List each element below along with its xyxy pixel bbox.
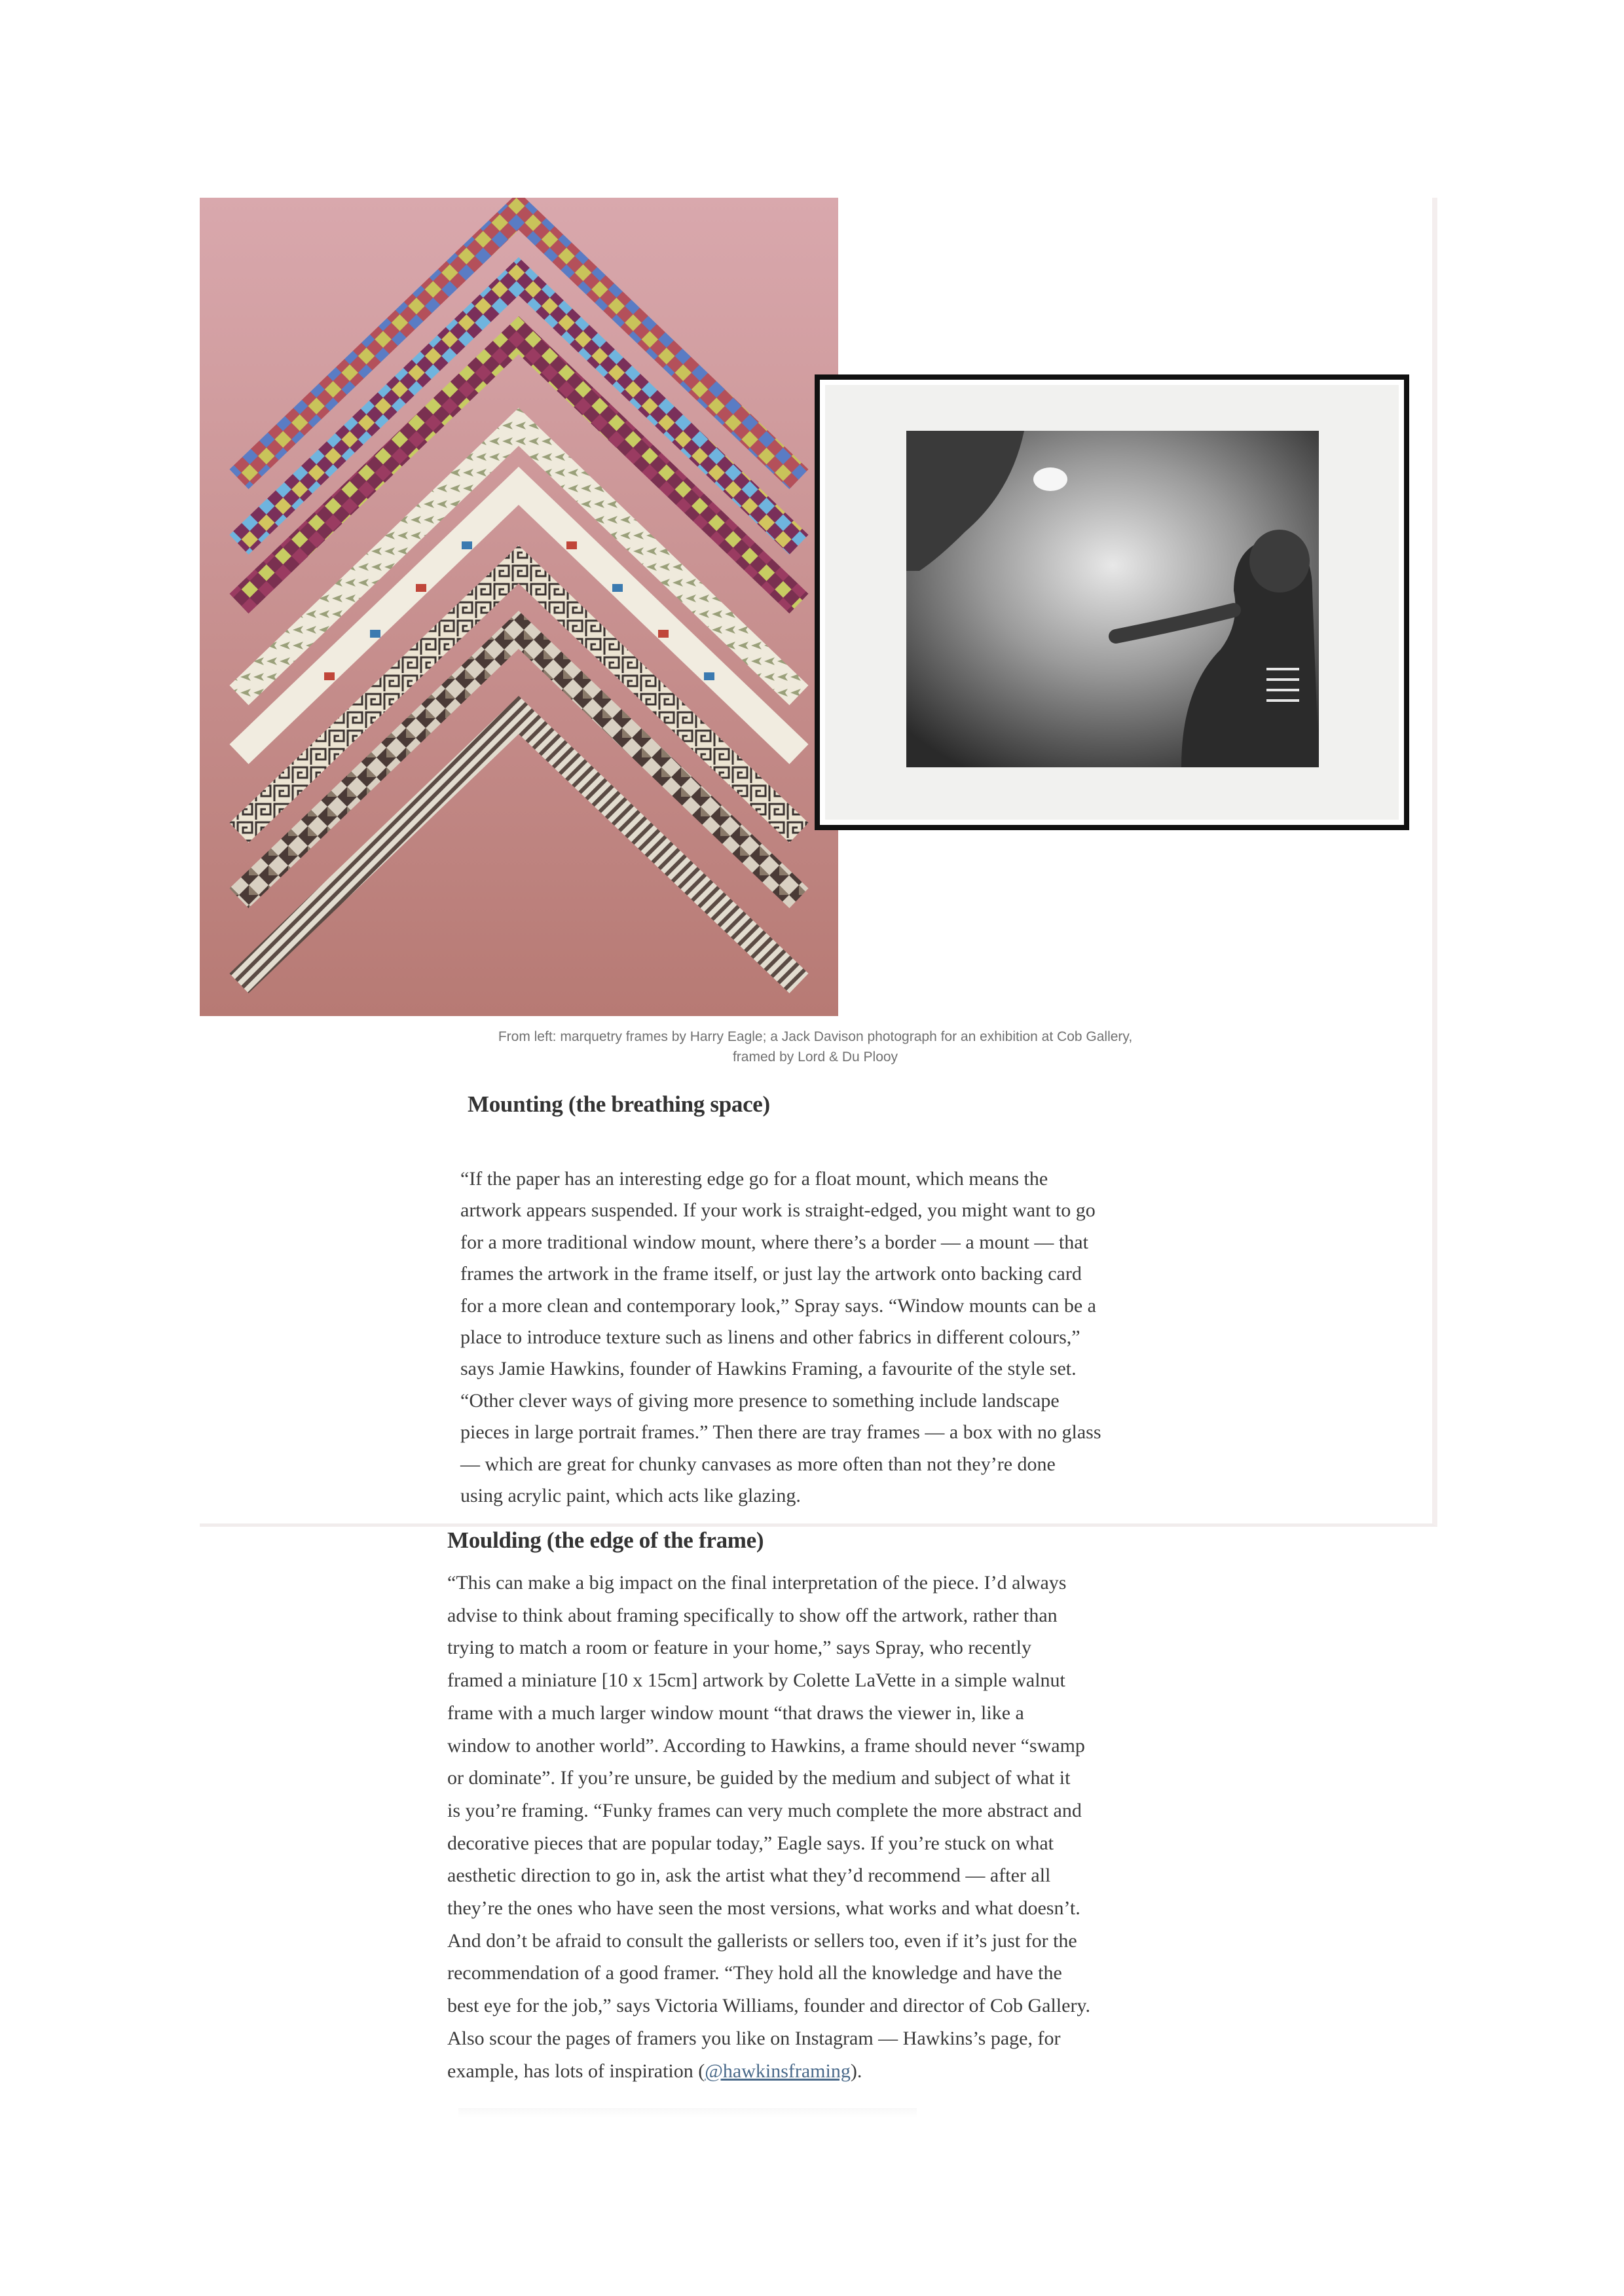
- moulding-paragraph: [447, 1567, 1090, 2087]
- paragraph-line: is you’re framing. “Funky frames can very much complete the more abstract and: [447, 1799, 1082, 1821]
- marquetry-frames-image: [200, 198, 838, 1016]
- paragraph-line: framed a miniature [10 x 15cm] artwork by Colette LaVette in a simple walnut: [447, 1669, 1065, 1692]
- caption-line-2: framed by Lord & Du Plooy: [732, 1049, 898, 1065]
- paragraph-line: frame with a much larger window mount “that draws the viewer in, like a: [447, 1702, 1024, 1724]
- paragraph-line: “Other clever ways of giving more presence to something include landscape: [460, 1389, 1060, 1412]
- figure-caption: [458, 1027, 1172, 1067]
- last-line-suffix: ).: [850, 2060, 862, 2082]
- paragraph-line: best eye for the job,” says Victoria Williams, founder and director of Cob Gallery.: [447, 1995, 1090, 2017]
- paragraph-line: aesthetic direction to go in, ask the artist what they’d recommend — after all: [447, 1865, 1051, 1887]
- paragraph-line: “If the paper has an interesting edge go for a float mount, which means the: [460, 1168, 1048, 1190]
- paragraph-line: frames the artwork in the frame itself, or just lay the artwork onto backing card: [460, 1263, 1082, 1285]
- paragraph-line: decorative pieces that are popular today,” Eagle says. If you’re stuck on what: [447, 1832, 1054, 1854]
- paragraph-line: trying to match a room or feature in your home,” says Spray, who recently: [447, 1637, 1031, 1659]
- moulding-heading: Moulding (the edge of the frame): [447, 1527, 764, 1553]
- paragraph-line: recommendation of a good framer. “They hold all the knowledge and have the: [447, 1962, 1062, 1984]
- paragraph-last-line: [447, 2055, 1090, 2088]
- caption-line-1: From left: marquetry frames by Harry Eagle; a Jack Davison photograph for an exhibition at Cob Gallery,: [498, 1029, 1133, 1044]
- paragraph-line: pieces in large portrait frames.” Then there are tray frames — a box with no glass: [460, 1421, 1101, 1444]
- paragraph-line: window to another world”. According to Hawkins, a frame should never “swamp: [447, 1734, 1085, 1757]
- paragraph-line: they’re the ones who have seen the most versions, what works and what doesn’t.: [447, 1897, 1080, 1920]
- paragraph-line: advise to think about framing specifically to show off the artwork, rather than: [447, 1604, 1058, 1626]
- paragraph-line: for a more traditional window mount, where there’s a border — a mount — that: [460, 1231, 1088, 1253]
- paragraph-line: using acrylic paint, which acts like glazing.: [460, 1485, 801, 1507]
- framed-photograph-image: [815, 374, 1409, 830]
- paragraph-line: for a more clean and contemporary look,” Spray says. “Window mounts can be a: [460, 1294, 1096, 1317]
- paragraph-line: “This can make a big impact on the final interpretation of the piece. I’d always: [447, 1572, 1067, 1594]
- paragraph-line: place to introduce texture such as linens and other fabrics in different colours,”: [460, 1326, 1080, 1349]
- mounting-heading: Mounting (the breathing space): [468, 1091, 770, 1117]
- bottom-divider: [458, 2108, 917, 2117]
- paragraph-line: — which are great for chunky canvases as more often than not they’re done: [460, 1453, 1056, 1475]
- mounting-paragraph: [460, 1163, 1101, 1512]
- hawkinsframing-link[interactable]: @hawkinsframing: [705, 2060, 851, 2082]
- paragraph-line: or dominate”. If you’re unsure, be guided by the medium and subject of what it: [447, 1767, 1071, 1789]
- last-line-prefix: example, has lots of inspiration (: [447, 2060, 705, 2082]
- paragraph-line: Also scour the pages of framers you like on Instagram — Hawkins’s page, for: [447, 2027, 1061, 2049]
- paragraph-line: artwork appears suspended. If your work is straight-edged, you might want to go: [460, 1199, 1096, 1222]
- paragraph-line: says Jamie Hawkins, founder of Hawkins Framing, a favourite of the style set.: [460, 1358, 1077, 1380]
- paragraph-line: And don’t be afraid to consult the gallerists or sellers too, even if it’s just for the: [447, 1929, 1077, 1952]
